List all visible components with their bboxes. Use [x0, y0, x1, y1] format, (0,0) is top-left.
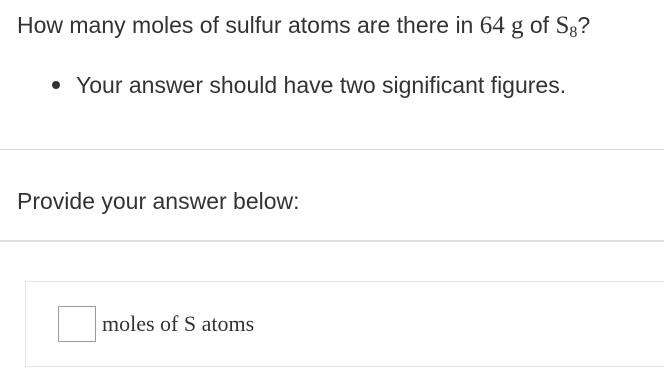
- divider: [0, 149, 664, 150]
- unit-label: moles of S atoms: [102, 311, 255, 336]
- compound-formula: [555, 12, 577, 39]
- compound-symbol: S: [555, 12, 570, 39]
- answer-prompt: Provide your answer below:: [17, 188, 300, 214]
- divider: [0, 240, 664, 242]
- bullet-icon: [52, 81, 60, 89]
- mass-value: 64: [479, 12, 505, 39]
- answer-panel: [25, 281, 664, 367]
- mass-expression: [480, 12, 524, 39]
- compound-subscript: 8: [569, 24, 578, 41]
- question-middle: of: [523, 12, 556, 38]
- mass-unit: g: [511, 12, 524, 39]
- instruction-list: [52, 68, 566, 102]
- question-suffix: ?: [577, 12, 591, 38]
- instruction-item: [52, 68, 566, 102]
- question-prefix: How many moles of sulfur atoms are there in: [17, 12, 480, 38]
- question-text: [17, 8, 590, 46]
- answer-input[interactable]: [58, 306, 96, 342]
- instruction-text: Your answer should have two significant figures.: [76, 72, 567, 98]
